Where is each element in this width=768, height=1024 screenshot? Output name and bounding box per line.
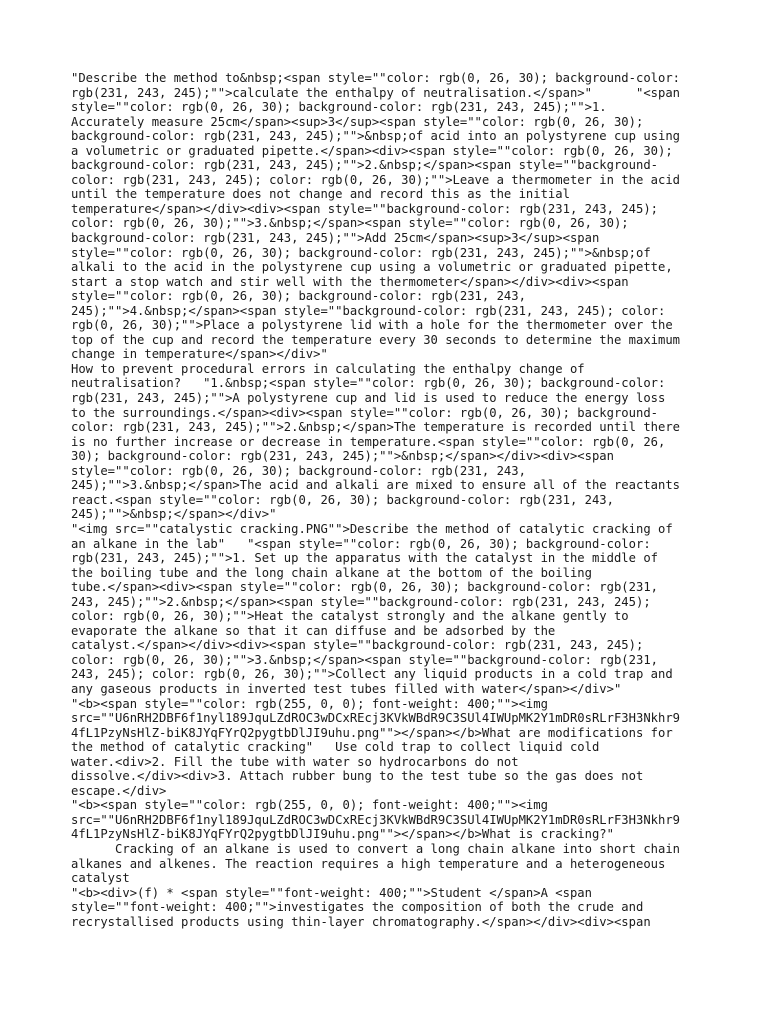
text-line: change in temperature</span></div>" bbox=[71, 347, 328, 362]
text-line: until the temperature does not change and record this as the initial bbox=[71, 187, 570, 202]
text-line: "<b><span style=""color: rgb(255, 0, 0); font-weight: 400;""><img bbox=[71, 696, 548, 711]
text-line: color: rgb(0, 26, 30);"">Heat the catalyst strongly and the alkane gently to bbox=[71, 609, 629, 624]
text-line: recrystallised products using thin-layer chromatography.</span></div><div><span bbox=[71, 914, 651, 929]
text-line: to the surroundings.</span><div><span style=""color: rgb(0, 26, 30); background- bbox=[71, 405, 658, 420]
text-line: 245);"">&nbsp;</span></div>" bbox=[71, 507, 277, 522]
text-line: 4fL1PzyNsHlZ-biK8JYqFYrQ2pygtbDlJI9uhu.png""></span></b>What is cracking?" bbox=[71, 827, 614, 842]
text-line: 245);"">3.&nbsp;</span>The acid and alkali are mixed to ensure all of the reactants bbox=[71, 478, 681, 493]
text-line: evaporate the alkane so that it can diffuse and be adsorbed by the bbox=[71, 623, 556, 638]
text-line: background-color: rgb(231, 243, 245);"">Add 25cm</span><sup>3</sup><span bbox=[71, 231, 600, 246]
text-line: alkali to the acid in the polystyrene cup using a volumetric or graduated pipette, bbox=[71, 260, 673, 275]
text-line: src=""U6nRH2DBF6f1nyl189JquLZdROC3wDCxREcj3KVkWBdR9C3SUl4IWUpMK2Y1mDR0sRLrF3H3Nkhr9 bbox=[71, 812, 681, 827]
text-line: temperature</span></div><div><span style=""background-color: rgb(231, 243, 245); bbox=[71, 201, 658, 216]
text-line: neutralisation? "1.&nbsp;<span style=""color: rgb(0, 26, 30); background-color: bbox=[71, 376, 666, 391]
text-line: 243, 245); color: rgb(0, 26, 30);"">Collect any liquid products in a cold trap and bbox=[71, 667, 673, 682]
text-line: 30); background-color: rgb(231, 243, 245);"">&nbsp;</span></div><div><span bbox=[71, 449, 614, 464]
text-line: rgb(231, 243, 245);"">1. Set up the apparatus with the catalyst in the middle of bbox=[71, 551, 658, 566]
text-line: an alkane in the lab" "<span style=""color: rgb(0, 26, 30); background-color: bbox=[71, 536, 651, 551]
text-line: color: rgb(231, 243, 245);"">2.&nbsp;</span>The temperature is recorded until there bbox=[71, 420, 681, 435]
text-line: react.<span style=""color: rgb(0, 26, 30); background-color: rgb(231, 243, bbox=[71, 492, 614, 507]
text-line: a volumetric or graduated pipette.</span><div><span style=""color: rgb(0, 26, 30); bbox=[71, 143, 673, 158]
text-line: 4fL1PzyNsHlZ-biK8JYqFYrQ2pygtbDlJI9uhu.png""></span></b>What are modifications for bbox=[71, 725, 673, 740]
text-line: color: rgb(0, 26, 30);"">3.&nbsp;</span><span style=""color: rgb(0, 26, 30); bbox=[71, 216, 629, 231]
text-line: style=""color: rgb(0, 26, 30); background-color: rgb(231, 243, 245);"">1. bbox=[71, 100, 607, 115]
text-line: Cracking of an alkane is used to convert a long chain alkane into short chain bbox=[71, 841, 681, 856]
text-line: style=""font-weight: 400;"">investigates the composition of both the crude and bbox=[71, 900, 644, 915]
text-line: tube.</span><div><span style=""color: rgb(0, 26, 30); background-color: rgb(231, bbox=[71, 580, 658, 595]
text-line: alkanes and alkenes. The reaction requires a high temperature and a heterogeneous bbox=[71, 856, 666, 871]
text-line: dissolve.</div><div>3. Attach rubber bung to the test tube so the gas does not bbox=[71, 769, 644, 784]
text-line: rgb(0, 26, 30);"">Place a polystyrene lid with a hole for the thermometer over the bbox=[71, 318, 673, 333]
text-line: src=""U6nRH2DBF6f1nyl189JquLZdROC3wDCxREcj3KVkWBdR9C3SUl4IWUpMK2Y1mDR0sRLrF3H3Nkhr9 bbox=[71, 711, 681, 726]
text-line: "Describe the method to&nbsp;<span style=""color: rgb(0, 26, 30); background-color: bbox=[71, 71, 681, 85]
text-line: catalyst bbox=[71, 871, 130, 886]
text-line: the method of catalytic cracking" Use cold trap to collect liquid cold bbox=[71, 740, 600, 755]
text-line: style=""color: rgb(0, 26, 30); background-color: rgb(231, 243, 245);"">&nbsp;of bbox=[71, 245, 651, 260]
text-line: color: rgb(0, 26, 30);"">3.&nbsp;</span><span style=""background-color: rgb(231, bbox=[71, 652, 658, 667]
text-line: "<b><div>(f) * <span style=""font-weight: 400;"">Student </span>A <span bbox=[71, 885, 592, 900]
text-line: How to prevent procedural errors in calculating the enthalpy change of bbox=[71, 361, 585, 376]
text-line: "<img src=""catalystic cracking.PNG"">Describe the method of catalytic cracking of bbox=[71, 521, 673, 536]
text-line: Accurately measure 25cm</span><sup>3</sup><span style=""color: rgb(0, 26, 30); bbox=[71, 114, 644, 129]
text-line: 243, 245);"">2.&nbsp;</span><span style=""background-color: rgb(231, 243, 245); bbox=[71, 594, 651, 609]
text-line: rgb(231, 243, 245);"">calculate the enthalpy of neutralisation.</span>" "<span bbox=[71, 85, 681, 100]
text-line: style=""color: rgb(0, 26, 30); background-color: rgb(231, 243, bbox=[71, 463, 526, 478]
document-body bbox=[71, 71, 711, 929]
text-line: catalyst.</span></div><div><span style=""background-color: rgb(231, 243, 245); bbox=[71, 638, 644, 653]
text-line: style=""color: rgb(0, 26, 30); background-color: rgb(231, 243, bbox=[71, 289, 526, 304]
text-line: escape.</div> bbox=[71, 783, 167, 798]
text-line: 245);"">4.&nbsp;</span><span style=""background-color: rgb(231, 243, 245); color: bbox=[71, 303, 666, 318]
text-line: "<b><span style=""color: rgb(255, 0, 0); font-weight: 400;""><img bbox=[71, 798, 548, 813]
text-line: background-color: rgb(231, 243, 245);"">2.&nbsp;</span><span style=""background- bbox=[71, 158, 658, 173]
text-line: water.<div>2. Fill the tube with water so hydrocarbons do not bbox=[71, 754, 519, 769]
text-line: color: rgb(231, 243, 245); color: rgb(0, 26, 30);"">Leave a thermometer in the acid bbox=[71, 172, 681, 187]
text-line: start a stop watch and stir well with the thermometer</span></div><div><span bbox=[71, 274, 629, 289]
text-line: any gaseous products in inverted test tubes filled with water</span></div>" bbox=[71, 681, 622, 696]
text-line: the boiling tube and the long chain alkane at the bottom of the boiling bbox=[71, 565, 592, 580]
text-line: background-color: rgb(231, 243, 245);"">&nbsp;of acid into an polystyrene cup using bbox=[71, 129, 681, 144]
text-line: is no further increase or decrease in temperature.<span style=""color: rgb(0, 26, bbox=[71, 434, 666, 449]
text-line: top of the cup and record the temperature every 30 seconds to determine the maximum bbox=[71, 332, 681, 347]
text-line: rgb(231, 243, 245);"">A polystyrene cup and lid is used to reduce the energy loss bbox=[71, 391, 666, 406]
